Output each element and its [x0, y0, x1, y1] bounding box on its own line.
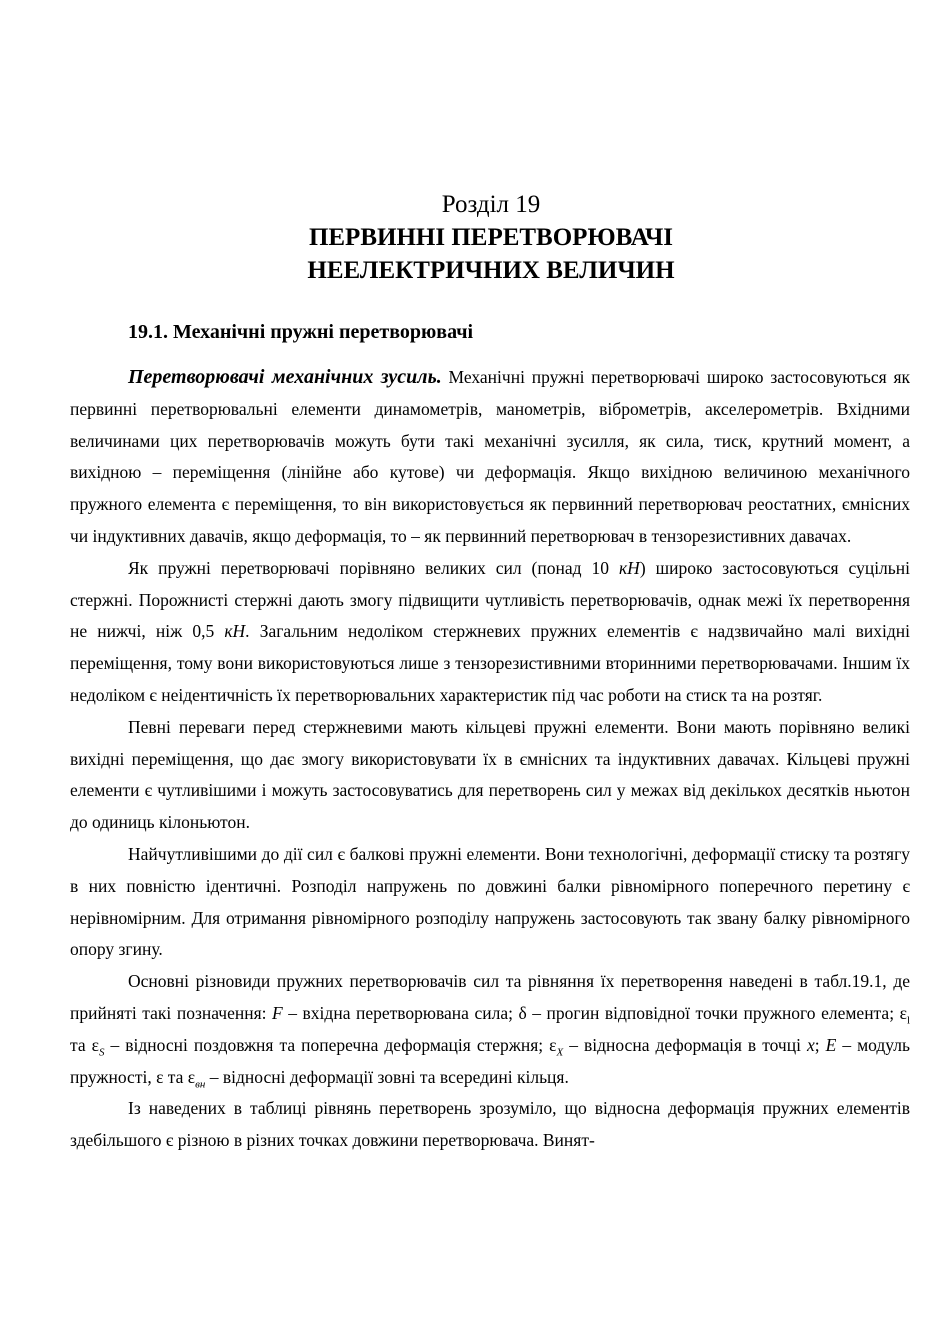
- chapter-title-line-1: ПЕРВИННІ ПЕРЕТВОРЮВАЧІ: [308, 224, 674, 251]
- paragraph-5-text: – відносні поздовжня та поперечна деформація стержня; ε: [104, 1034, 557, 1055]
- paragraph-5-text: Основні різновиди пружних перетворювачів сил та рівняння їх перетворення наведені в табл.19.1, де прийняті такі позначення:: [70, 971, 910, 1023]
- paragraph-3: Певні переваги перед стержневими мають кільцеві пружні елементи. Вони мають порівняно великі вихідні переміщення, що дає змогу використовувати їх в ємнісних та індуктивних давачах. Кільцеві пружні елементи є чутливішими і можуть застосовуватись для перетворень сил у межах від декількох десятків ньютон до одиниць кілоньютон.: [70, 716, 910, 833]
- paragraph-5-text: ;: [814, 1034, 826, 1055]
- paragraph-2: [70, 553, 910, 712]
- body-text: [70, 362, 910, 1157]
- chapter-title-line-2: НЕЕЛЕКТРИЧНИХ ВЕЛИЧИН: [307, 257, 675, 284]
- paragraph-5-text: – відносні деформації зовні та всередині кільця.: [205, 1066, 569, 1087]
- paragraph-5-text: – відносна деформація в точці: [563, 1034, 807, 1055]
- paragraph-6: Із наведених в таблиці рівнянь перетворень зрозуміло, що відносна деформація пружних елементів здебільшого є різною в різних точках довжини перетворювача. Винят-: [70, 1098, 910, 1151]
- run-in-heading: Перетворювачі механічних зусиль.: [128, 366, 442, 388]
- paragraph-1: [70, 362, 910, 553]
- paragraph-2-text-c: . Загальним недоліком стержневих пружних елементів є надзвичайно малі вихідні переміщення, тому вони використовуються лише з тензорезистивними вторинними перетворювачами. Іншим їх недоліком є неідентичність їх перетворювальних характеристик під час роботи на стиск та на розтяг.: [70, 621, 910, 705]
- symbol-e: E: [825, 1034, 837, 1055]
- symbol-x: x: [806, 1034, 815, 1055]
- paragraph-2-text-a: Як пружні перетворювачі порівняно великих сил (понад 10: [128, 557, 619, 578]
- paragraph-4: Найчутливішими до дії сил є балкові пружні елементи. Вони технологічні, деформації стиску та розтягу в них повністю ідентичні. Розподіл напружень по довжині балки рівномірного поперечного перетину є нерівномірним. Для отримання рівномірного розподілу напружень застосовують так звану балку рівномірного опору згину.: [70, 843, 910, 960]
- subscript-l: l: [906, 1014, 910, 1027]
- section-heading: 19.1. Механічні пружні перетворювачі: [128, 321, 474, 343]
- subscript-s: S: [98, 1046, 105, 1059]
- paragraph-5: [70, 966, 910, 1093]
- symbol-f: F: [272, 1002, 283, 1023]
- chapter-title: [0, 221, 952, 287]
- unit-kn: кН: [224, 621, 246, 642]
- paragraph-5-text: та ε: [70, 1034, 99, 1055]
- paragraph-5-text: – модуль пружності, ε та ε: [70, 1034, 910, 1087]
- subscript-x: X: [556, 1046, 564, 1059]
- unit-kn: кН: [618, 557, 640, 578]
- paragraph-5-text: – вхідна перетворювана сила; δ – прогин відповідної точки пружного елемента; ε: [282, 1002, 907, 1023]
- chapter-number: Розділ 19: [441, 191, 541, 218]
- subscript-vn: вн: [195, 1078, 206, 1091]
- paragraph-2-text-b: ) широко застосовуються суцільні стержні. Порожнисті стержні дають змогу підвищити чутливість перетворювачів, однак межі їх перетворення не нижчі, ніж 0,5: [70, 557, 910, 642]
- paragraph-1-text: Механічні пружні перетворювачі широко застосовуються як первинні перетворювальні елементи динамометрів, манометрів, віброметрів, акселерометрів. Вхідними величинами цих перетворювачів можуть бути такі механічні зусилля, як сила, тиск, крутний момент, а вихідною – переміщення (лінійне або кутове) чи деформація. Якщо вихідною величиною механічного пружного елемента є переміщення, то він використовується як первинний перетворювач реостатних, ємнісних чи індуктивних давачів, якщо деформація, то – як первинний перетворювач в тензорезистивних давачах.: [70, 367, 910, 546]
